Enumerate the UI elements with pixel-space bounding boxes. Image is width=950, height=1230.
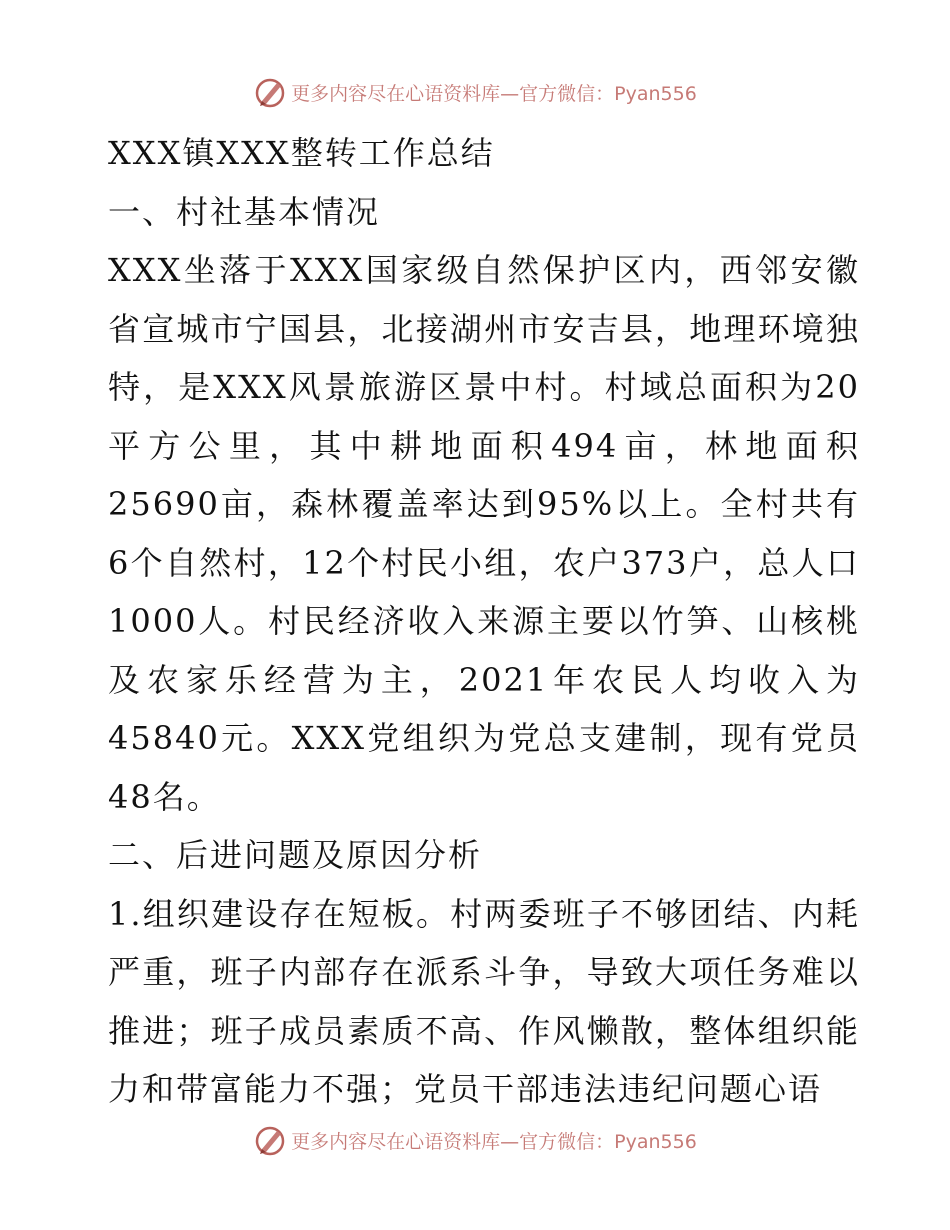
- bottom-watermark-banner: [0, 1120, 950, 1160]
- watermark-text: 更多内容尽在心语资料库—官方微信：Pyan556: [291, 82, 697, 105]
- watermark-text: 更多内容尽在心语资料库—官方微信：Pyan556: [291, 1130, 697, 1153]
- document-title: XXX镇XXX整转工作总结: [108, 134, 495, 172]
- section-heading-2: 二、后进问题及原因分析: [108, 836, 483, 874]
- section-heading-1: 一、村社基本情况: [108, 192, 381, 231]
- document-body: [100, 124, 860, 1119]
- top-watermark-banner: [0, 72, 950, 112]
- section-paragraph-1: XXX坐落于XXX国家级自然保护区内，西邻安徽省宣城市宁国县，北接湖州市安吉县，地理环境独特，是XXX风景旅游区景中村。村域总面积为20平方公里，其中耕地面积494亩，林地面积25690亩，森林覆盖率达到95%以上。全村共有6个自然村，12个村民小组，农户373户，总人口1000人。村民经济收入来源主要以竹笋、山核桃及农家乐经营为主，2021年农民人均收入为45840元。XXX党组织为党总支建制，现有党员48名。: [108, 251, 860, 816]
- pen-logo-icon: [253, 1123, 287, 1157]
- section-paragraph-2: 1.组织建设存在短板。村两委班子不够团结、内耗严重，班子内部存在派系斗争，导致大项任务难以推进；班子成员素质不高、作风懒散，整体组织能力和带富能力不强；党员干部违法违纪问题心语: [108, 894, 860, 1108]
- pen-logo-icon: [253, 75, 287, 109]
